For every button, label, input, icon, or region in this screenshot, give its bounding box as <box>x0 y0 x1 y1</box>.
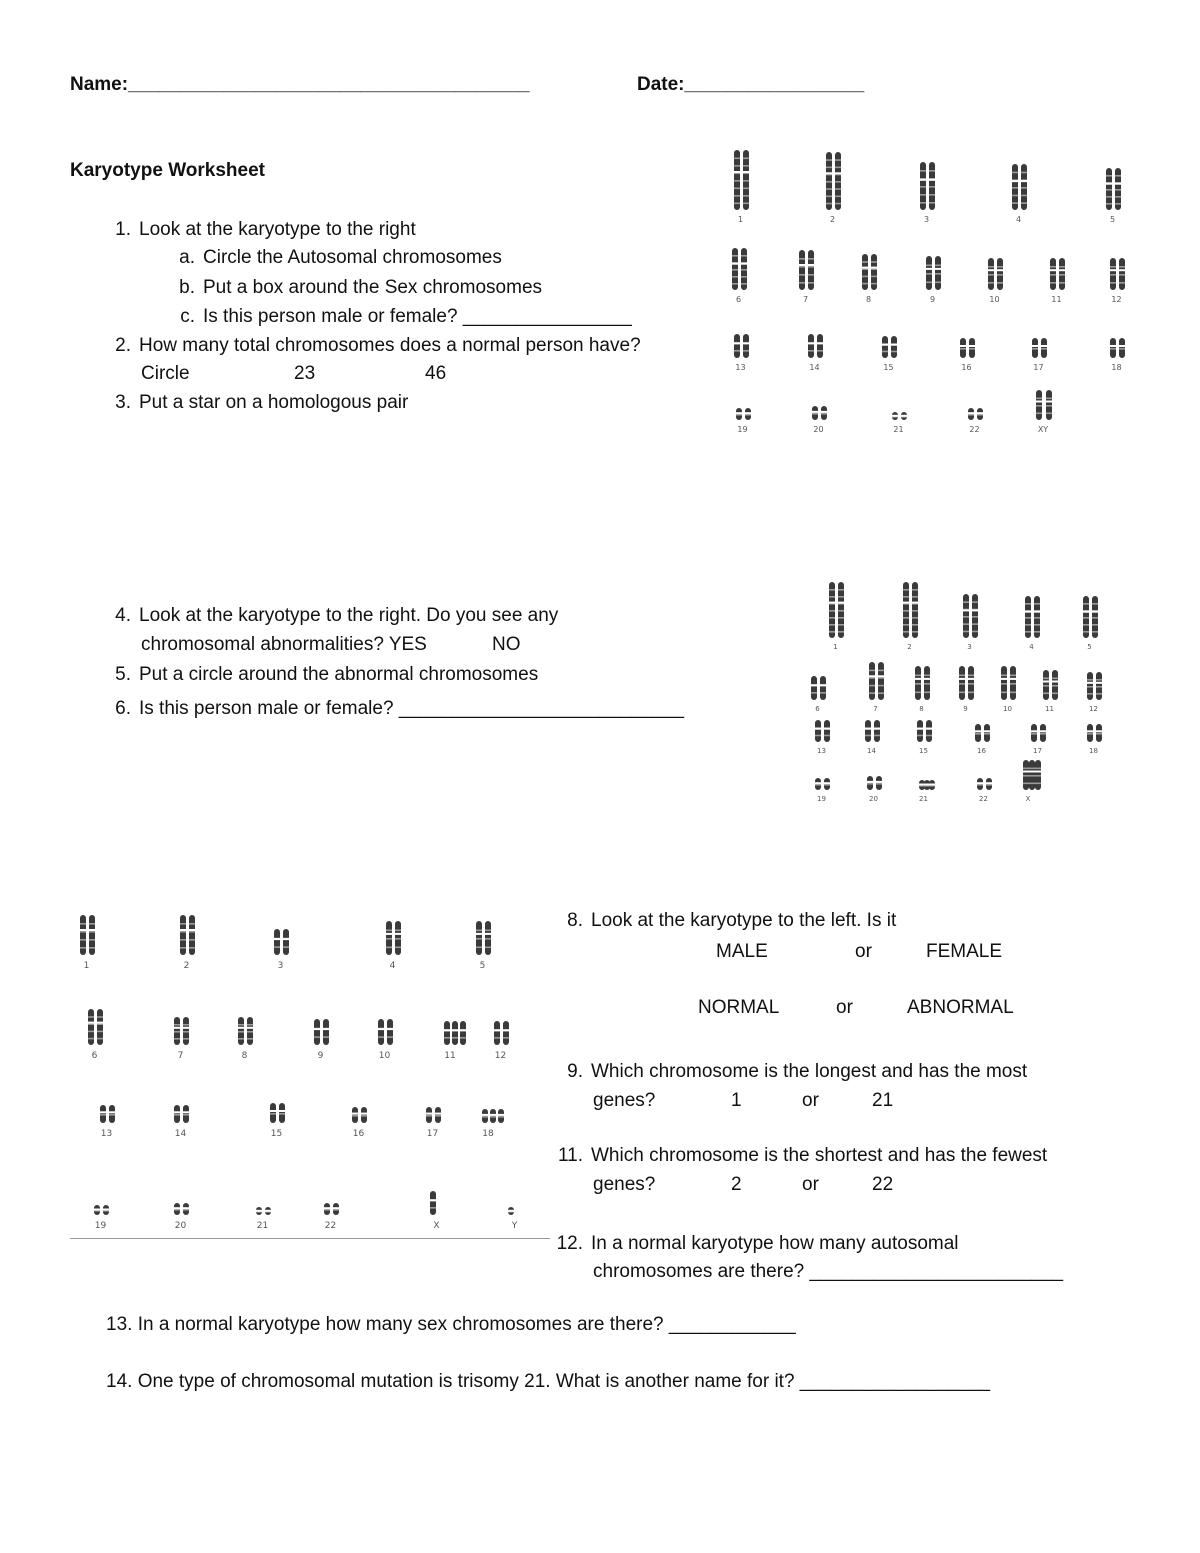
karyotype-2-label-19: 19 <box>817 795 826 803</box>
question-9: 9. Which chromosome is the longest and has the most <box>567 1061 1028 1082</box>
karyotype-1-chromosome-pair-12 <box>1110 258 1126 304</box>
karyotype-1-chromosome-pair-8 <box>862 254 878 304</box>
karyotype-2-label-9: 9 <box>963 705 968 713</box>
question-9-option-21[interactable]: 21 <box>872 1090 894 1111</box>
karyotype-2-label-X: X <box>1025 795 1031 803</box>
question-9-option-1[interactable]: 1 <box>731 1090 742 1111</box>
karyotype-1-label-2: 2 <box>829 215 836 224</box>
worksheet-title: Karyotype Worksheet <box>70 160 265 181</box>
karyotype-3-chromosome-pair-19 <box>94 1205 110 1231</box>
karyotype-3-label-10: 10 <box>378 1051 391 1061</box>
karyotype-2-chromosome-pair-18 <box>1087 724 1103 755</box>
question-11-option-22[interactable]: 22 <box>872 1174 894 1195</box>
karyotype-1-chromosome-pair-22 <box>968 408 984 434</box>
question-2-option-46[interactable]: 46 <box>425 363 447 384</box>
karyotype-1-chromosome-pair-2 <box>826 152 842 224</box>
karyotype-3-chromosome-pair-Y <box>508 1207 518 1231</box>
karyotype-2-label-15: 15 <box>919 747 928 755</box>
karyotype-1-label-5: 5 <box>1109 215 1116 224</box>
karyotype-3-label-15: 15 <box>270 1129 283 1139</box>
karyotype-1-chromosome-pair-6 <box>732 248 748 304</box>
karyotype-3-label-Y: Y <box>511 1221 518 1231</box>
karyotype-1-chromosome-pair-20 <box>812 406 828 434</box>
karyotype-image-3 <box>70 905 530 1230</box>
karyotype-1-label-9: 9 <box>929 295 936 304</box>
name-blank[interactable]: ______________________________________ <box>128 74 530 95</box>
karyotype-2-label-3: 3 <box>967 643 972 651</box>
karyotype-1-chromosome-pair-21 <box>892 412 908 434</box>
question-8-abnormal[interactable]: ABNORMAL <box>907 997 1014 1018</box>
karyotype-1-chromosome-pair-3 <box>920 162 936 224</box>
date-blank[interactable]: _________________ <box>684 74 865 95</box>
karyotype-3-chromosome-pair-5 <box>476 921 492 971</box>
karyotype-3-chromosome-pair-14 <box>174 1105 190 1139</box>
karyotype-2-label-14: 14 <box>867 747 876 755</box>
question-6: 6. Is this person male or female? ___________________________ <box>115 698 685 719</box>
karyotype-3-chromosome-pair-10 <box>378 1019 394 1061</box>
karyotype-2-label-22: 22 <box>979 795 988 803</box>
karyotype-3-chromosome-pair-22 <box>324 1203 340 1231</box>
question-3: 3. Put a star on a homologous pair <box>115 392 409 413</box>
karyotype-1-chromosome-pair-15 <box>882 336 898 372</box>
karyotype-2-label-10: 10 <box>1003 705 1012 713</box>
karyotype-1-label-7: 7 <box>802 295 809 304</box>
date-label: Date:_________________ <box>637 74 865 95</box>
karyotype-2-label-7: 7 <box>873 705 878 713</box>
karyotype-1-chromosome-pair-14 <box>808 334 824 372</box>
karyotype-1-chromosome-pair-18 <box>1110 338 1126 372</box>
karyotype-1-label-13: 13 <box>735 363 746 372</box>
karyotype-3-chromosome-pair-20 <box>174 1203 190 1231</box>
karyotype-3-label-18: 18 <box>482 1129 494 1139</box>
karyotype-2-label-4: 4 <box>1029 643 1034 651</box>
karyotype-1-label-14: 14 <box>809 363 820 372</box>
karyotype-3-label-20: 20 <box>174 1221 187 1231</box>
karyotype-2-label-20: 20 <box>869 795 878 803</box>
question-11-genes: genes? <box>593 1174 656 1195</box>
karyotype-3-chromosome-pair-16 <box>352 1107 368 1139</box>
karyotype-1-chromosome-pair-13 <box>734 334 750 372</box>
question-1b: b. Put a box around the Sex chromosomes <box>179 277 543 298</box>
karyotype-3-chromosome-pair-11 <box>444 1021 467 1061</box>
karyotype-1-label-4: 4 <box>1015 215 1022 224</box>
question-13: 13. In a normal karyotype how many sex chromosomes are there? ____________ <box>106 1314 796 1335</box>
karyotype-1-label-1: 1 <box>737 215 744 224</box>
question-11: 11. Which chromosome is the shortest and has the fewest <box>557 1145 1048 1166</box>
karyotype-2-chromosome-pair-7 <box>869 662 885 713</box>
question-1c: c. Is this person male or female? ________________ <box>180 306 632 327</box>
karyotype-3-chromosome-pair-21 <box>256 1207 272 1231</box>
question-2-option-23[interactable]: 23 <box>294 363 316 384</box>
karyotype-2-chromosome-pair-8 <box>915 666 931 713</box>
karyotype-2-label-18: 18 <box>1089 747 1098 755</box>
karyotype-1-label-18: 18 <box>1111 363 1122 372</box>
karyotype-2-chromosome-pair-15 <box>917 720 933 755</box>
karyotype-3-label-19: 19 <box>94 1221 107 1231</box>
question-9-or: or <box>802 1090 819 1111</box>
karyotype-3-chromosome-pair-9 <box>314 1019 330 1061</box>
karyotype-1-label-16: 16 <box>961 363 972 372</box>
karyotype-2-label-2: 2 <box>907 643 912 651</box>
question-12-line2: chromosomes are there? ________________________ <box>593 1261 1064 1282</box>
karyotype-1-chromosome-pair-XY <box>1036 390 1053 434</box>
karyotype-image-2 <box>803 570 1113 810</box>
karyotype-2-chromosome-pair-17 <box>1031 724 1047 755</box>
karyotype-2-label-16: 16 <box>977 747 986 755</box>
karyotype-3-chromosome-pair-6 <box>88 1009 104 1061</box>
question-1: 1. Look at the karyotype to the right <box>115 219 416 240</box>
karyotype-1-chromosome-pair-16 <box>960 338 976 372</box>
karyotype-2-chromosome-pair-19 <box>815 778 831 803</box>
karyotype-1-chromosome-pair-5 <box>1106 168 1122 224</box>
karyotype-2-label-11: 11 <box>1045 705 1054 713</box>
karyotype-3-chromosome-pair-15 <box>270 1103 286 1139</box>
question-4-line2: chromosomal abnormalities? YES <box>141 634 427 655</box>
karyotype-2-chromosome-pair-4 <box>1025 596 1041 651</box>
karyotype-2-label-17: 17 <box>1033 747 1042 755</box>
question-4-no[interactable]: NO <box>492 634 521 655</box>
karyotype-1-chromosome-pair-10 <box>988 258 1004 304</box>
name-label: Name:______________________________________ <box>70 74 530 95</box>
karyotype-1-chromosome-pair-11 <box>1050 258 1066 304</box>
karyotype-1-chromosome-pair-19 <box>736 408 752 434</box>
karyotype-2-chromosome-pair-13 <box>815 720 831 755</box>
karyotype-3-label-22: 22 <box>324 1221 337 1231</box>
karyotype-2-chromosome-pair-14 <box>865 720 881 755</box>
karyotype-1-chromosome-pair-7 <box>799 250 815 304</box>
karyotype-2-chromosome-pair-3 <box>963 594 979 651</box>
karyotype-1-label-19: 19 <box>737 425 748 434</box>
karyotype-2-label-12: 12 <box>1089 705 1098 713</box>
karyotype-2-chromosome-pair-5 <box>1083 596 1099 651</box>
karyotype-2-chromosome-pair-2 <box>903 582 919 651</box>
question-9-genes: genes? <box>593 1090 656 1111</box>
karyotype-1-label-20: 20 <box>813 425 824 434</box>
question-1a: a. Circle the Autosomal chromosomes <box>179 247 502 268</box>
karyotype-3-label-16: 16 <box>352 1129 365 1139</box>
karyotype-3-chromosome-pair-7 <box>174 1017 190 1061</box>
karyotype-2-chromosome-pair-6 <box>811 676 827 713</box>
karyotype-3-label-4: 4 <box>389 961 396 971</box>
karyotype-image-1 <box>722 140 1148 445</box>
question-8: 8. Look at the karyotype to the left. Is it <box>567 910 897 931</box>
question-8-male[interactable]: MALE <box>716 941 768 962</box>
karyotype-1-label-6: 6 <box>735 295 742 304</box>
karyotype-3-label-14: 14 <box>174 1129 187 1139</box>
karyotype-1-label-8: 8 <box>865 295 872 304</box>
karyotype-3-label-5: 5 <box>479 961 486 971</box>
karyotype-3-label-7: 7 <box>177 1051 184 1061</box>
question-12: 12. In a normal karyotype how many autosomal <box>556 1233 959 1254</box>
karyotype-1-chromosome-pair-1 <box>734 150 750 224</box>
karyotype-3-label-17: 17 <box>426 1129 439 1139</box>
karyotype-1-label-10: 10 <box>989 295 1000 304</box>
question-8-or-2: or <box>836 997 853 1018</box>
karyotype-3-label-12: 12 <box>494 1051 507 1061</box>
karyotype-1-label-15: 15 <box>883 363 894 372</box>
question-4: 4. Look at the karyotype to the right. Do you see any <box>115 605 559 626</box>
karyotype-2-chromosome-pair-12 <box>1087 672 1103 713</box>
karyotype-3-chromosome-pair-18 <box>482 1109 505 1139</box>
karyotype-1-label-12: 12 <box>1111 295 1122 304</box>
karyotype-2-chromosome-pair-21 <box>919 780 936 803</box>
karyotype-3-label-13: 13 <box>100 1129 113 1139</box>
karyotype-2-label-8: 8 <box>919 705 924 713</box>
karyotype-1-label-21: 21 <box>893 425 904 434</box>
karyotype-3-chromosome-pair-3 <box>274 929 290 971</box>
karyotype-2-label-5: 5 <box>1087 643 1092 651</box>
karyotype-3-label-X: X <box>433 1221 440 1231</box>
karyotype-2-chromosome-pair-1 <box>829 582 845 651</box>
question-8-normal[interactable]: NORMAL <box>698 997 780 1018</box>
question-2: 2. How many total chromosomes does a normal person have? <box>115 335 641 356</box>
karyotype-2-chromosome-pair-20 <box>867 776 883 803</box>
karyotype-3-label-11: 11 <box>444 1051 456 1061</box>
karyotype-2-chromosome-pair-11 <box>1043 670 1059 713</box>
karyotype-2-chromosome-pair-10 <box>1001 666 1017 713</box>
karyotype-2-label-1: 1 <box>833 643 838 651</box>
karyotype-1-label-17: 17 <box>1033 363 1044 372</box>
karyotype-2-label-13: 13 <box>817 747 826 755</box>
karyotype-3-chromosome-pair-X <box>430 1191 440 1231</box>
karyotype-3-label-2: 2 <box>183 961 190 971</box>
karyotype-1-label-11: 11 <box>1051 295 1062 304</box>
karyotype-3-chromosome-pair-2 <box>180 915 196 971</box>
question-8-or-1: or <box>855 941 872 962</box>
question-11-or: or <box>802 1174 819 1195</box>
question-14: 14. One type of chromosomal mutation is trisomy 21. What is another name for it? __________________ <box>106 1371 991 1392</box>
karyotype-1-label-22: 22 <box>969 425 980 434</box>
karyotype-3-divider <box>70 1238 550 1239</box>
karyotype-1-chromosome-pair-4 <box>1012 164 1028 224</box>
karyotype-3-label-1: 1 <box>83 961 90 971</box>
karyotype-3-chromosome-pair-17 <box>426 1107 442 1139</box>
karyotype-3-chromosome-pair-8 <box>238 1017 254 1061</box>
question-2-circle-label: Circle <box>141 363 190 384</box>
karyotype-3-chromosome-pair-1 <box>80 915 96 971</box>
karyotype-1-label-XY: XY <box>1037 425 1049 434</box>
karyotype-2-label-6: 6 <box>815 705 820 713</box>
karyotype-3-chromosome-pair-4 <box>386 921 402 971</box>
karyotype-2-chromosome-pair-9 <box>959 666 975 713</box>
karyotype-3-label-6: 6 <box>91 1051 98 1061</box>
karyotype-3-label-9: 9 <box>317 1051 324 1061</box>
karyotype-3-label-21: 21 <box>256 1221 269 1231</box>
question-8-female[interactable]: FEMALE <box>926 941 1003 962</box>
karyotype-2-chromosome-pair-16 <box>975 724 991 755</box>
karyotype-3-label-8: 8 <box>241 1051 248 1061</box>
karyotype-1-chromosome-pair-9 <box>926 256 942 304</box>
question-11-option-2[interactable]: 2 <box>731 1174 742 1195</box>
karyotype-1-chromosome-pair-17 <box>1032 338 1048 372</box>
question-5: 5. Put a circle around the abnormal chromosomes <box>115 664 539 685</box>
karyotype-3-chromosome-pair-12 <box>494 1021 510 1061</box>
karyotype-2-chromosome-pair-X <box>1023 760 1042 803</box>
karyotype-3-label-3: 3 <box>277 961 284 971</box>
karyotype-2-label-21: 21 <box>919 795 928 803</box>
karyotype-2-chromosome-pair-22 <box>977 778 993 803</box>
karyotype-1-label-3: 3 <box>923 215 930 224</box>
karyotype-3-chromosome-pair-13 <box>100 1105 116 1139</box>
